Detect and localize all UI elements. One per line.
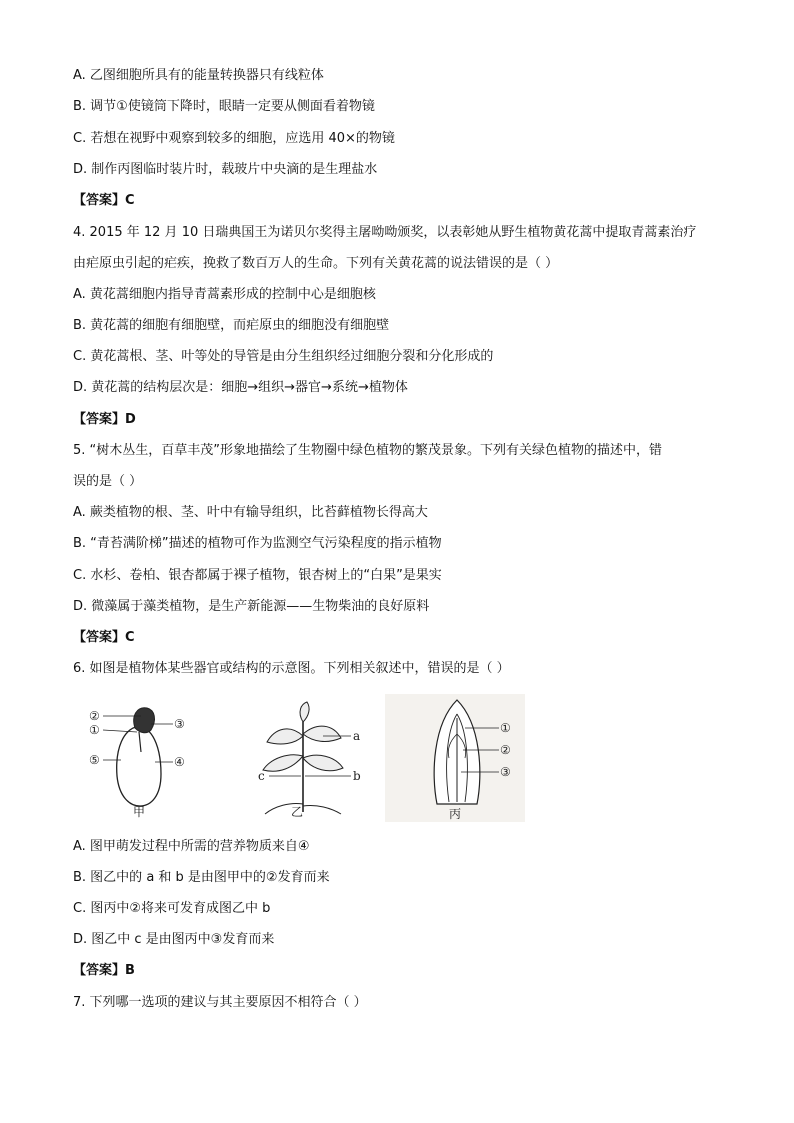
q6-figure bbox=[85, 694, 525, 822]
jia-label-1: ① bbox=[89, 723, 100, 737]
q3-option-c: C. 若想在视野中观察到较多的细胞，应选用 40×的物镜 bbox=[73, 131, 395, 146]
jia-label-3: ③ bbox=[174, 717, 185, 731]
q6-option-c: C. 图丙中②将来可发育成图乙中 b bbox=[73, 901, 271, 916]
jia-caption: 甲 bbox=[133, 805, 146, 819]
yi-caption: 乙 bbox=[291, 805, 304, 819]
yi-label-c: c bbox=[258, 769, 265, 783]
jia-label-4: ④ bbox=[174, 755, 185, 769]
q5-stem-line2: 误的是（ ） bbox=[73, 474, 143, 489]
bing-label-3: ③ bbox=[500, 765, 511, 779]
q3-option-d: D. 制作丙图临时装片时，载玻片中央滴的是生理盐水 bbox=[73, 162, 378, 177]
q4-option-a: A. 黄花蒿细胞内指导青蒿素形成的控制中心是细胞核 bbox=[73, 287, 376, 302]
bing-caption: 丙 bbox=[449, 807, 462, 821]
q5-answer: 【答案】C bbox=[73, 630, 135, 645]
q5-option-c: C. 水杉、卷柏、银杏都属于裸子植物，银杏树上的“白果”是果实 bbox=[73, 568, 442, 583]
yi-label-b: b bbox=[353, 769, 361, 783]
q5-option-a: A. 蕨类植物的根、茎、叶中有输导组织，比苔藓植物长得高大 bbox=[73, 505, 428, 520]
bing-label-1: ① bbox=[500, 721, 511, 735]
q6-option-a: A. 图甲萌发过程中所需的营养物质来自④ bbox=[73, 839, 310, 854]
q3-answer: 【答案】C bbox=[73, 193, 135, 208]
q3-option-a: A. 乙图细胞所具有的能量转换器只有线粒体 bbox=[73, 68, 324, 83]
bud-diagram-bing bbox=[385, 694, 525, 822]
q6-stem: 6. 如图是植物体某些器官或结构的示意图。下列相关叙述中，错误的是（ ） bbox=[73, 661, 510, 676]
q6-option-b: B. 图乙中的 a 和 b 是由图甲中的②发育而来 bbox=[73, 870, 330, 885]
q6-option-d: D. 图乙中 c 是由图丙中③发育而来 bbox=[73, 932, 275, 947]
bing-label-2: ② bbox=[500, 743, 511, 757]
q5-option-b: B. “青苔满阶梯”描述的植物可作为监测空气污染程度的指示植物 bbox=[73, 536, 442, 551]
jia-label-5: ⑤ bbox=[89, 753, 100, 767]
q4-option-b: B. 黄花蒿的细胞有细胞壁，而疟原虫的细胞没有细胞壁 bbox=[73, 318, 390, 333]
q5-option-d: D. 微藻属于藻类植物，是生产新能源——生物柴油的良好原料 bbox=[73, 599, 430, 614]
seed-diagram-jia bbox=[89, 708, 185, 819]
yi-label-a: a bbox=[353, 729, 361, 743]
q7-stem: 7. 下列哪一选项的建议与其主要原因不相符合（ ） bbox=[73, 995, 367, 1010]
q4-stem-line2: 由疟原虫引起的疟疾，挽救了数百万人的生命。下列有关黄花蒿的说法错误的是（ ） bbox=[73, 256, 559, 271]
seedling-diagram-yi bbox=[258, 702, 361, 819]
q4-answer: 【答案】D bbox=[73, 412, 136, 427]
q5-stem-line1: 5. “树木丛生，百草丰茂”形象地描绘了生物圈中绿色植物的繁茂景象。下列有关绿色植物的描述中，错 bbox=[73, 443, 663, 458]
q4-stem-line1: 4. 2015 年 12 月 10 日瑞典国王为诺贝尔奖得主屠呦呦颁奖，以表彰她从野生植物黄花蒿中提取青蒿素治疗 bbox=[73, 225, 697, 240]
q4-option-d: D. 黄花蒿的结构层次是：细胞→组织→器官→系统→植物体 bbox=[73, 380, 408, 395]
q6-answer: 【答案】B bbox=[73, 963, 135, 978]
q4-option-c: C. 黄花蒿根、茎、叶等处的导管是由分生组织经过细胞分裂和分化形成的 bbox=[73, 349, 494, 364]
q3-option-b: B. 调节①使镜筒下降时，眼睛一定要从侧面看着物镜 bbox=[73, 99, 375, 114]
jia-label-2: ② bbox=[89, 709, 100, 723]
